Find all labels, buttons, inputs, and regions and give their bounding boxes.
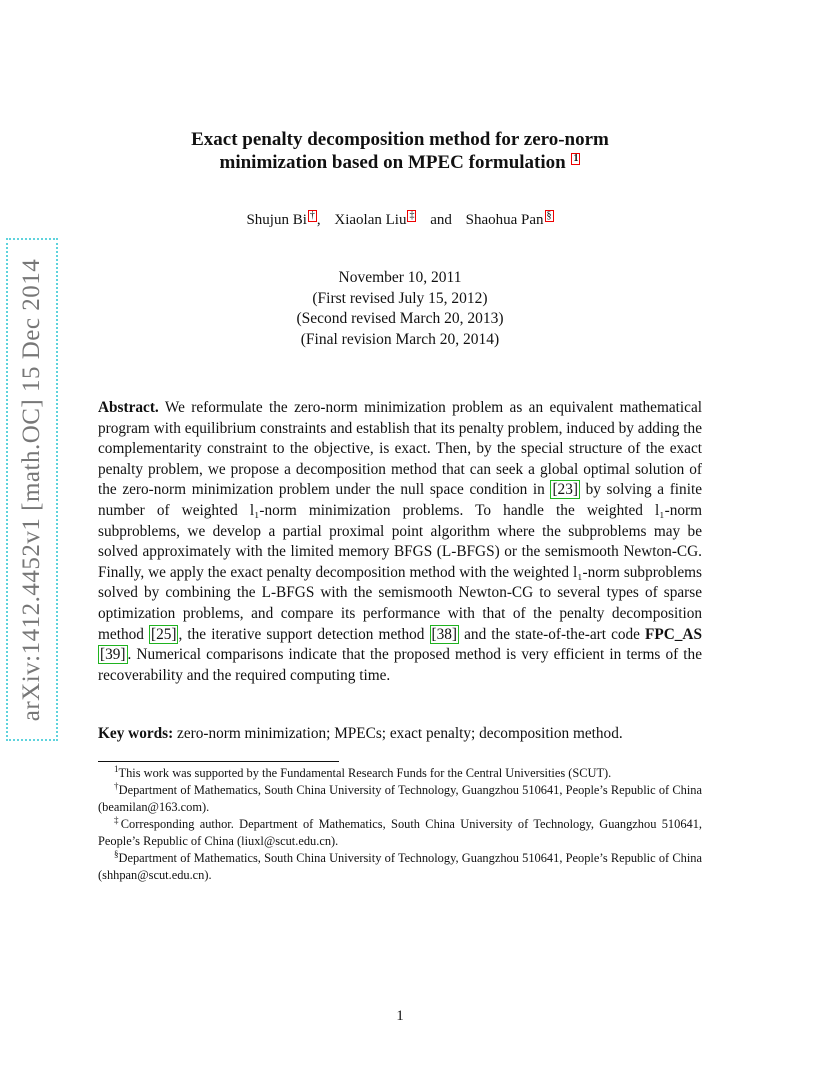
footnote-text: Corresponding author. Department of Mathematics, South China University of Technology, Guangzhou 510641, People’s Republic of China (liuxl@scut.edu.cn). (98, 817, 702, 848)
abstract-text: by solving a finite number of weighted l₁-norm minimization problems. To handle the weighted l₁-norm subproblems, we develop a partial proximal point algorithm where the subproblems may be solved approximately with the limited memory BFGS (L-BFGS) or the semismooth Newton-CG. Finally, we apply the exact penalty decomposition method with the weighted l₁-norm subproblems solved by combining the L-BFGS with the semismooth Newton-CG to several types of sparse optimization problems, and compare its performance with that of the penalty decomposition method (98, 481, 702, 643)
author-footnote-link[interactable]: § (546, 210, 552, 221)
author-separator: , (316, 212, 321, 228)
author-name: Shaohua Pan (465, 212, 544, 228)
citation-link[interactable]: [38] (431, 625, 458, 643)
page-number: 1 (396, 1008, 404, 1024)
title-line-2-text: minimization based on MPEC formulation (219, 152, 566, 173)
arxiv-id: arXiv:1412.4452v1 [math.OC] 15 Dec 2014 (18, 258, 45, 721)
footnote-mark: † (114, 780, 119, 791)
citation-link[interactable]: [23] (552, 481, 578, 499)
footnote-text: Department of Mathematics, South China University of Technology, Guangzhou 510641, People’s Republic of China (beamilan@163.com). (98, 783, 702, 814)
author-name: Xiaolan Liu (334, 212, 407, 228)
title-line-1: Exact penalty decomposition method for zero-norm (191, 129, 609, 150)
date-line: (Final revision March 20, 2014) (300, 330, 500, 348)
footnotes (98, 765, 702, 884)
code-name: FPC_AS (645, 625, 702, 643)
date-line: November 10, 2011 (338, 269, 462, 286)
author-separator: and (430, 212, 452, 228)
keywords-text: zero-norm minimization; MPECs; exact penalty; decomposition method. (173, 725, 623, 742)
citation-link[interactable]: [39] (100, 646, 126, 664)
title-line-2 (98, 151, 702, 174)
author-footnote-link[interactable]: † (309, 210, 315, 221)
abstract-text: , the iterative support detection method (178, 625, 430, 643)
author-list (98, 210, 702, 229)
abstract-text: and the state-of-the-art code (459, 625, 646, 643)
author-name: Shujun Bi (246, 212, 307, 228)
footnote-mark: § (114, 848, 119, 859)
paper-title (98, 128, 702, 174)
abstract (98, 398, 702, 686)
abstract-label: Abstract. (98, 399, 159, 416)
footnote-mark: 1 (114, 763, 119, 774)
footnote (98, 816, 702, 850)
date-line: (First revised July 15, 2012) (312, 289, 488, 307)
keywords-label: Key words: (98, 725, 174, 742)
citation-link[interactable]: [25] (150, 625, 177, 643)
abstract-text: . Numerical comparisons indicate that the proposed method is very efficient in terms of the recoverability and the required computing time. (98, 646, 702, 684)
footnote-rule (98, 761, 339, 762)
footnote (98, 765, 702, 782)
keywords (98, 725, 702, 743)
footnote-mark: ‡ (114, 814, 121, 825)
arxiv-stamp (6, 238, 58, 741)
title-footnote-link[interactable]: 1 (573, 152, 579, 164)
date-block (98, 268, 702, 350)
footnote-text: Department of Mathematics, South China University of Technology, Guangzhou 510641, People’s Republic of China (shhpan@scut.edu.cn). (98, 851, 702, 882)
author-footnote-link[interactable]: ‡ (409, 210, 415, 221)
date-line: (Second revised March 20, 2013) (296, 310, 504, 327)
abstract-text: We reformulate the zero-norm minimization problem as an equivalent mathematical program with equilibrium constraints and establish that its penalty problem, induced by adding the complementarity constraint to the objective, is exact. Then, by the special structure of the exact penalty problem, we propose a decomposition method that can seek a global optimal solution of the zero-norm minimization problem under the null space condition in (98, 399, 702, 499)
footnote (98, 782, 702, 816)
footnote-text: This work was supported by the Fundamental Research Funds for the Central Universities (SCUT). (118, 766, 612, 780)
footnote (98, 850, 702, 884)
